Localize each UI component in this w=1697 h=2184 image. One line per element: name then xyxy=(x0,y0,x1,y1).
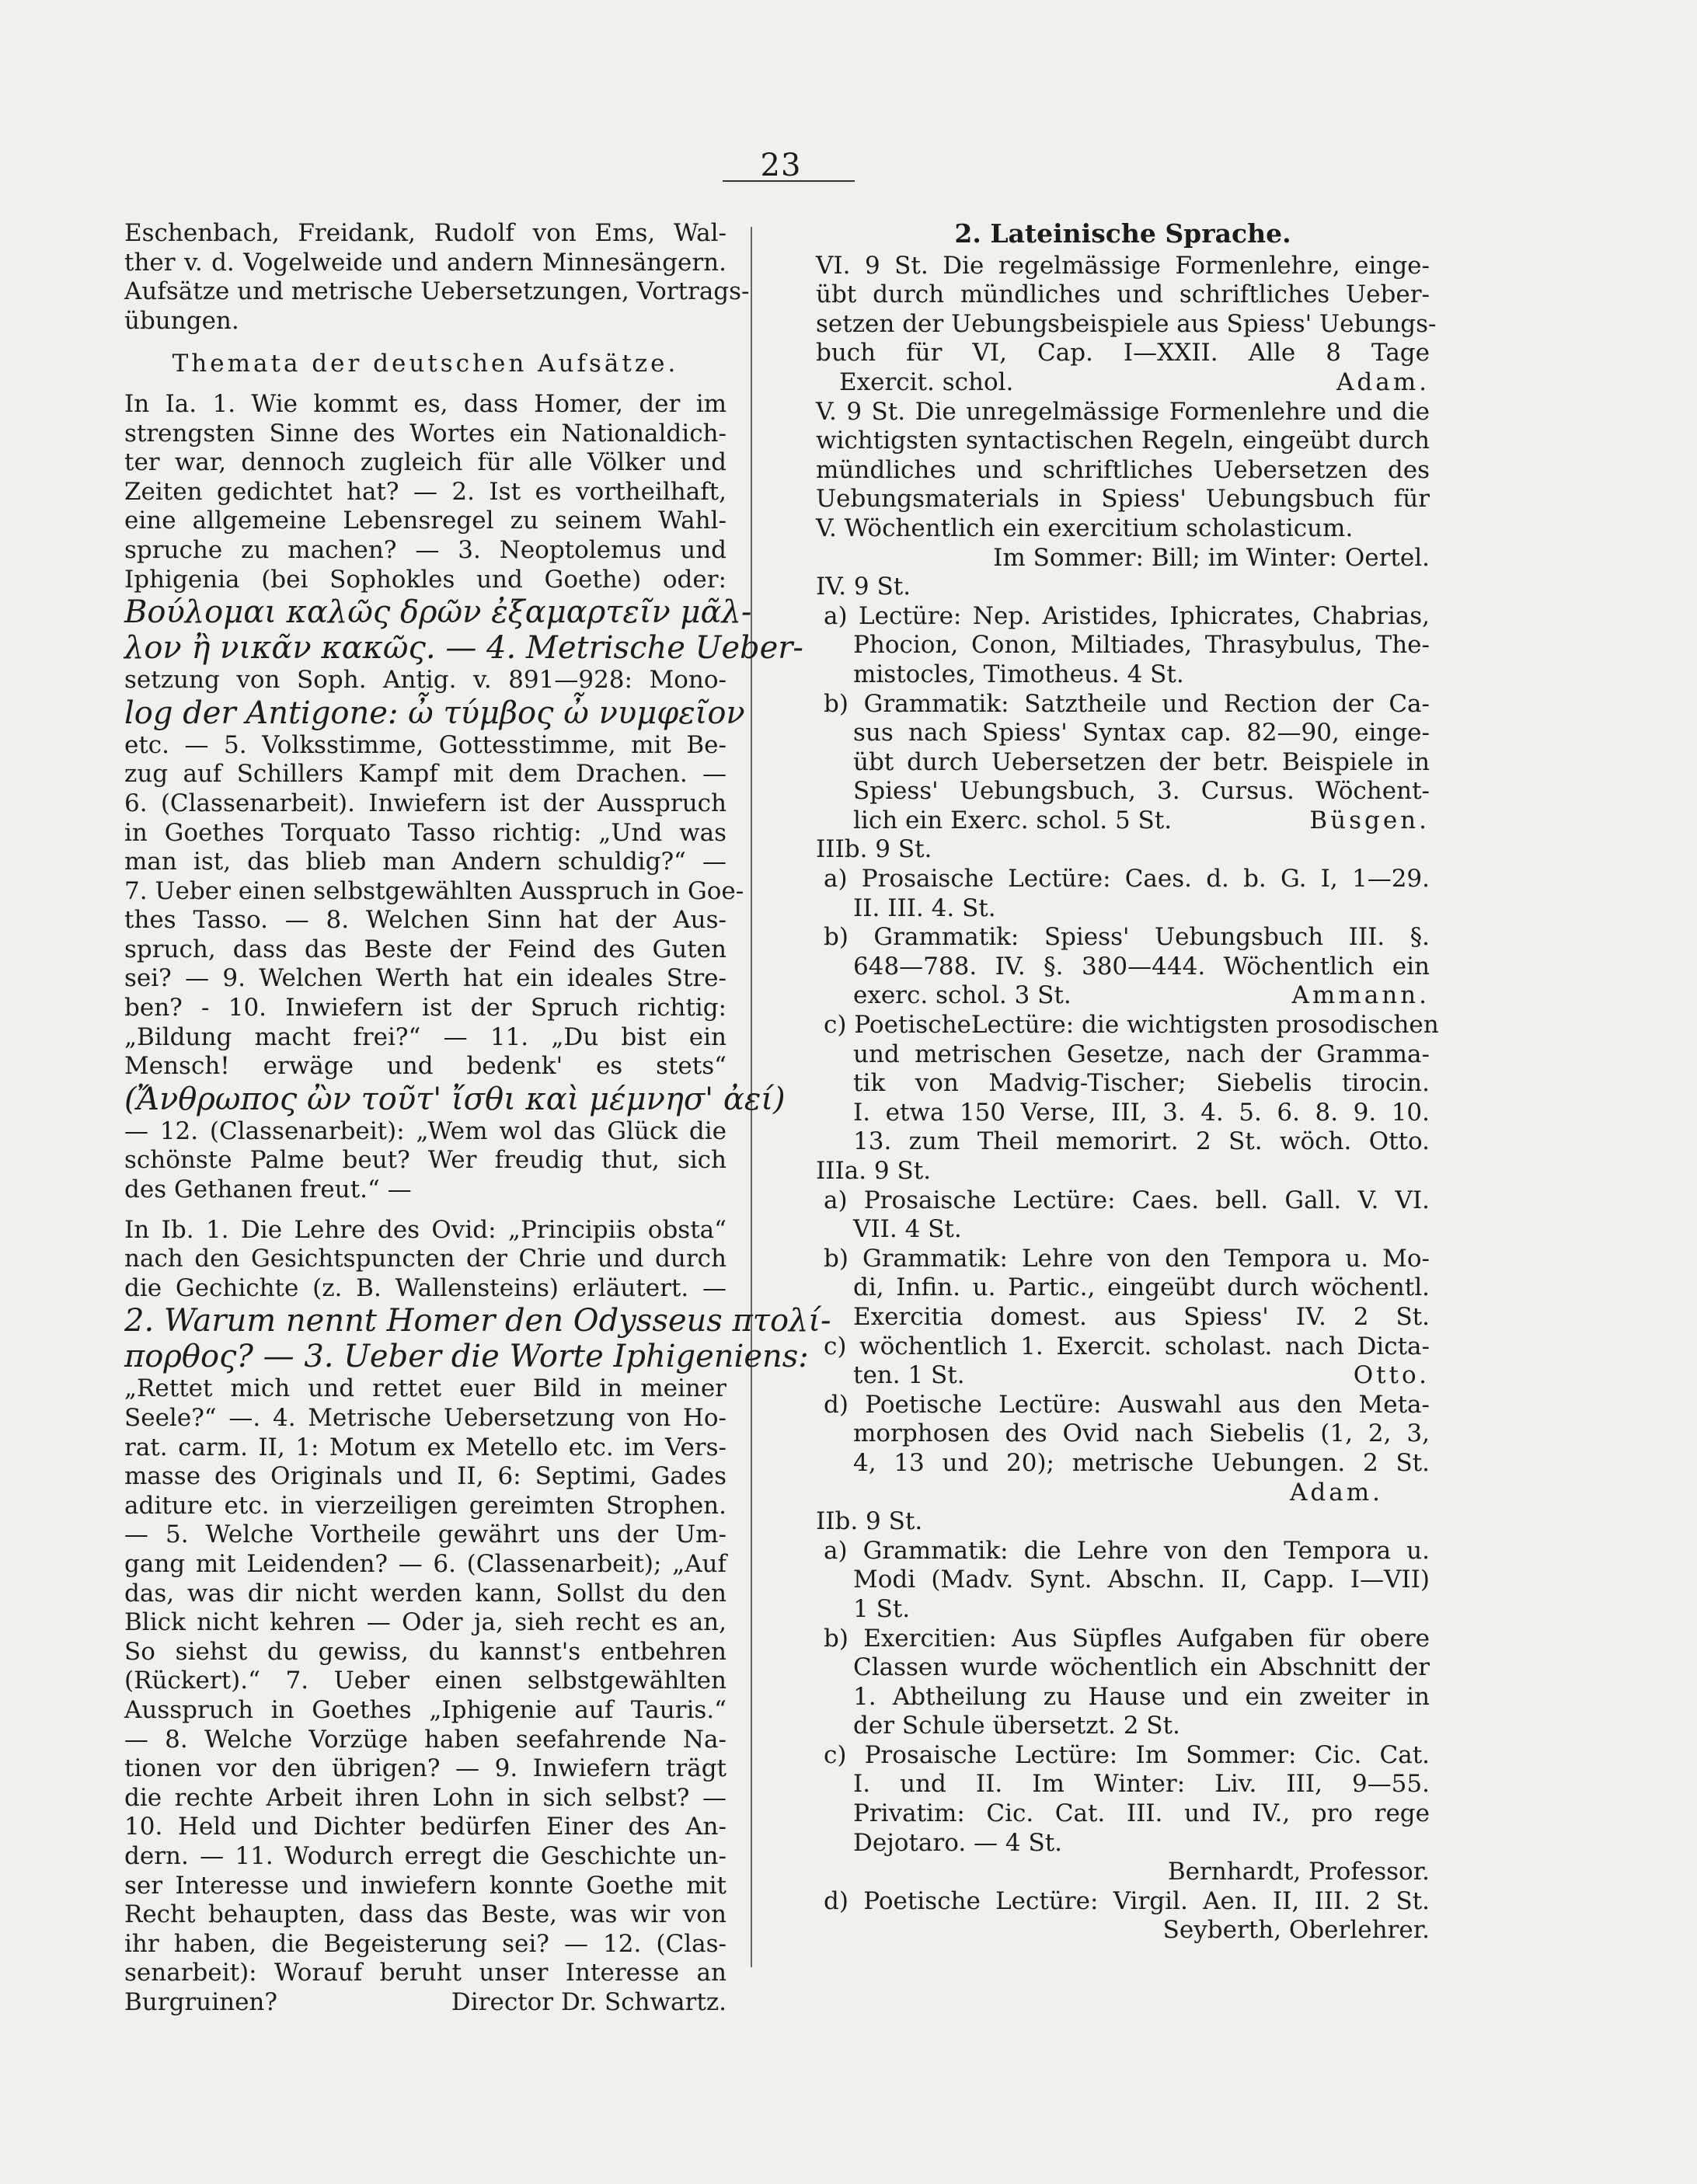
text-line: λον ἢ νικᾶν κακῶς. — 4. Metrische Ueber- xyxy=(124,630,803,667)
class-iiib-b-last xyxy=(816,981,1430,1011)
class-v-teacher: Im Sommer: Bill; im Winter: Oertel. xyxy=(993,543,1430,572)
text-line: buch für VI, Cap. I—XXII. Alle 8 Tage xyxy=(816,339,1430,367)
text-line: 648—788. IV. §. 380—444. Wöchentlich ein xyxy=(853,952,1430,981)
text-line: Blick nicht kehren — Oder ja, sieh recht es an, xyxy=(124,1608,727,1637)
class-vi-teacher: Adam. xyxy=(1336,367,1430,396)
text-line: Privatim: Cic. Cat. III. und IV., pro rege xyxy=(853,1799,1430,1828)
class-iv-b xyxy=(816,690,1430,806)
text-line: in Goethes Torquato Tasso richtig: „Und was xyxy=(124,818,727,847)
text-line: morphosen des Ovid nach Siebelis (1, 2, 3, xyxy=(853,1419,1430,1448)
text-line: mündliches und schriftliches Uebersetzen des xyxy=(816,455,1430,484)
text-line: Ausspruch in Goethes „Iphigenie auf Tauris.“ xyxy=(124,1695,727,1724)
text-line: schönste Palme beut? Wer freudig thut, sich xyxy=(124,1146,727,1175)
text-line: 2. Warum nennt Homer den Odysseus πτολί- xyxy=(124,1303,831,1339)
class-iiib-b-last-text: exerc. schol. 3 St. xyxy=(853,981,1072,1010)
text-line: Recht behaupten, dass das Beste, was wir von xyxy=(124,1900,727,1929)
text-line: übt durch mündliches und schriftliches Ueber- xyxy=(816,280,1430,309)
class-iiia-a xyxy=(816,1186,1430,1245)
text-line: Iphigenia (bei Sophokles und Goethe) oder: xyxy=(124,565,727,594)
class-iib-b xyxy=(816,1625,1430,1741)
class-iiia-head: IIIa. 9 St. xyxy=(816,1157,932,1185)
text-line: b) Grammatik: Spiess' Uebungsbuch III. §. xyxy=(824,923,1430,952)
class-vi-last xyxy=(816,368,1430,398)
text-line: In Ia. 1. Wie kommt es, dass Homer, der im xyxy=(124,389,727,418)
class-iiib-b-teacher: Ammann. xyxy=(1291,981,1430,1010)
class-iib-c xyxy=(816,1741,1430,1858)
class-iv-head: IV. 9 St. xyxy=(816,573,911,601)
page-number-rule xyxy=(723,180,855,182)
text-line: übt durch Uebersetzen der betr. Beispiele in xyxy=(853,747,1430,776)
text-line: dern. — 11. Wodurch erregt die Geschichte un- xyxy=(124,1841,727,1870)
text-line: b) Grammatik: Satztheile und Rection der Ca- xyxy=(824,689,1430,718)
text-line: Modi (Madv. Synt. Abschn. II, Capp. I—VII) xyxy=(853,1566,1430,1594)
themata-ia xyxy=(124,389,803,1205)
themata-ib xyxy=(124,1215,831,1988)
text-line: — 8. Welche Vorzüge haben seefahrende Na- xyxy=(124,1725,727,1754)
text-line: zug auf Schillers Kampf mit dem Drachen. — xyxy=(124,760,727,789)
text-line: (Ἄνθρωπος ὢν τοῦτ' ἴσθι καὶ μέμνησ' ἀεί) xyxy=(124,1081,786,1117)
class-vi-last-text: Exercit. schol. xyxy=(839,367,1014,396)
class-iv-a xyxy=(816,602,1430,690)
class-iv-b-last xyxy=(816,806,1430,836)
text-line: I. und II. Im Winter: Liv. III, 9—55. xyxy=(853,1770,1430,1799)
text-line: aditure etc. in vierzeiligen gereimten Strophen. xyxy=(124,1491,727,1520)
text-line: II. III. 4. St. xyxy=(853,893,996,922)
text-line: übungen. xyxy=(124,306,239,335)
class-iib-d-teacher: Seyberth, Oberlehrer. xyxy=(1162,1916,1430,1945)
text-line: b) Grammatik: Lehre von den Tempora u. Mo- xyxy=(824,1244,1430,1273)
section-heading: 2. Lateinische Sprache. xyxy=(954,218,1291,249)
text-line: 4, 13 und 20); metrische Uebungen. 2 St. xyxy=(853,1448,1430,1477)
text-line: a) Grammatik: die Lehre von den Tempora u. xyxy=(824,1536,1430,1565)
text-line: spruche zu machen? — 3. Neoptolemus und xyxy=(124,535,727,564)
text-line: und metrischen Gesetze, nach der Gramma- xyxy=(853,1040,1430,1068)
text-line: „Bildung macht frei?“ — 11. „Du bist ein xyxy=(124,1022,727,1051)
text-line: b) Exercitien: Aus Süpfles Aufgaben für obere xyxy=(824,1624,1430,1653)
text-line: 7. Ueber einen selbstgewählten Ausspruch in Goe- xyxy=(124,876,744,905)
class-iiia-d xyxy=(816,1391,1430,1479)
class-iiia-teacher: Adam. xyxy=(1290,1478,1383,1507)
text-line: sei? — 9. Welchen Werth hat ein ideales Stre- xyxy=(124,964,727,993)
class-iiib-c xyxy=(816,1011,1439,1157)
text-line: d) Poetische Lectüre: Auswahl aus den Meta- xyxy=(824,1390,1430,1419)
text-line: der Schule übersetzt. 2 St. xyxy=(853,1712,1180,1740)
class-iiia-c xyxy=(816,1332,1430,1362)
text-line: I. etwa 150 Verse, III, 3. 4. 5. 6. 8. 9. 10. xyxy=(853,1098,1430,1127)
text-line: c) Prosaische Lectüre: Im Sommer: Cic. Cat. xyxy=(824,1740,1430,1769)
text-line: Zeiten gedichtet hat? — 2. Ist es vortheilhaft, xyxy=(124,477,727,506)
text-line: Uebungsmaterials in Spiess' Uebungsbuch für xyxy=(816,485,1430,514)
text-line: Classen wurde wöchentlich ein Abschnitt der xyxy=(853,1653,1430,1682)
text-line: senarbeit): Worauf beruht unser Interesse an xyxy=(124,1959,727,1987)
text-line: die rechte Arbeit ihren Lohn in sich selbst? — xyxy=(124,1783,727,1812)
class-iib-d xyxy=(816,1887,1430,1917)
text-line: das, was dir nicht werden kann, Sollst du den xyxy=(124,1579,727,1608)
page-number: 23 xyxy=(760,148,802,183)
text-line: Phocion, Conon, Miltiades, Thrasybulus, The- xyxy=(853,631,1430,660)
text-line: Eschenbach, Freidank, Rudolf von Ems, Wal- xyxy=(124,219,727,247)
class-iiia-c-last-text: ten. 1 St. xyxy=(853,1361,965,1390)
last-line: Burgruinen? xyxy=(124,1987,278,2016)
text-line: Βούλομαι καλῶς δρῶν ἐξαμαρτεῖν μᾶλ- xyxy=(124,594,752,631)
class-iiib-b xyxy=(816,923,1430,981)
text-line: 6. (Classenarbeit). Inwiefern ist der Ausspruch xyxy=(124,789,727,817)
text-line: a) Prosaische Lectüre: Caes. d. b. G. I, 1—29. xyxy=(824,865,1430,893)
themata-heading: Themata der deutschen Aufsätze. xyxy=(172,350,679,378)
class-iib-c-teacher: Bernhardt, Professor. xyxy=(1167,1858,1430,1886)
text-line: Mensch! erwäge und bedenk' es stets“ xyxy=(124,1052,727,1081)
text-line: die Gechichte (z. B. Wallensteins) erläutert. — xyxy=(124,1273,727,1302)
text-line: rat. carm. II, 1: Motum ex Metello etc. im Vers- xyxy=(124,1433,727,1461)
text-line: wichtigsten syntactischen Regeln, eingeübt durch xyxy=(816,427,1430,455)
text-line: Aufsätze und metrische Uebersetzungen, Vortrags- xyxy=(124,277,750,306)
text-line: 10. Held und Dichter bedürfen Einer des An- xyxy=(124,1813,727,1841)
text-line: Dejotaro. — 4 St. xyxy=(853,1828,1063,1857)
director-signature: Director Dr. Schwartz. xyxy=(451,1987,727,2016)
text-line: setzen der Uebungsbeispiele aus Spiess' Uebungs- xyxy=(816,309,1437,338)
text-line: VI. 9 St. Die regelmässige Formenlehre, einge- xyxy=(816,251,1430,280)
class-iiia-c-teacher: Otto. xyxy=(1353,1361,1430,1390)
text-line: Spiess' Uebungsbuch, 3. Cursus. Wöchent- xyxy=(853,777,1430,806)
text-line: tik von Madvig-Tischer; Siebelis tirocin. xyxy=(853,1069,1430,1098)
text-line: nach den Gesichtspuncten der Chrie und durch xyxy=(124,1245,727,1273)
text-line: sus nach Spiess' Syntax cap. 82—90, einge- xyxy=(853,719,1430,747)
text-line: 1. Abtheilung zu Hause und ein zweiter in xyxy=(853,1682,1430,1711)
text-line: In Ib. 1. Die Lehre des Ovid: „Principiis obsta“ xyxy=(124,1215,727,1244)
text-line: eine allgemeine Lebensregel zu seinem Wahl- xyxy=(124,507,727,535)
text-line: ihr haben, die Begeisterung sei? — 12. (Clas- xyxy=(124,1929,727,1958)
text-line: ben? - 10. Inwiefern ist der Spruch richtig: xyxy=(124,994,727,1022)
text-line: 1 St. xyxy=(853,1594,911,1623)
right-column xyxy=(816,218,1439,1945)
class-iv-teacher: Büsgen. xyxy=(1309,806,1430,834)
text-line: V. 9 St. Die unregelmässige Formenlehre und die xyxy=(816,397,1430,426)
text-line: VII. 4 St. xyxy=(853,1215,962,1244)
class-vi xyxy=(816,251,1437,368)
text-line: (Rückert).“ 7. Ueber einen selbstgewählten xyxy=(124,1667,727,1695)
text-line: des Gethanen freut.“ — xyxy=(124,1176,412,1204)
class-iv-b-last-text: lich ein Exerc. schol. 5 St. xyxy=(853,806,1173,834)
class-v xyxy=(816,398,1430,544)
text-line: etc. — 5. Volksstimme, Gottesstimme, mit Be- xyxy=(124,730,727,759)
text-line: ser Interesse und inwiefern konnte Goethe mit xyxy=(124,1871,727,1900)
text-line: ter war, dennoch zugleich für alle Völker und xyxy=(124,448,727,477)
class-iiib-a xyxy=(816,865,1430,923)
class-iiia-c-last xyxy=(816,1361,1430,1391)
left-column xyxy=(124,219,831,2017)
text-line: c) PoetischeLectüre: die wichtigsten prosodischen xyxy=(824,1011,1439,1040)
text-line: d) Poetische Lectüre: Virgil. Aen. II, III. 2 St. xyxy=(824,1886,1430,1915)
class-iiia-b xyxy=(816,1245,1430,1332)
class-iib-a xyxy=(816,1537,1430,1625)
signature-line xyxy=(124,1988,727,2018)
text-line: Seele?“ —. 4. Metrische Uebersetzung von Ho- xyxy=(124,1404,727,1432)
text-line: mistocles, Timotheus. 4 St. xyxy=(853,660,1184,688)
text-line: thes Tasso. — 8. Welchen Sinn hat der Aus- xyxy=(124,906,727,935)
text-line: strengsten Sinne des Wortes ein Nationaldich- xyxy=(124,419,727,448)
text-line: a) Prosaische Lectüre: Caes. bell. Gall. V. VI. xyxy=(824,1186,1430,1214)
text-line: tionen vor den übrigen? — 9. Inwiefern trägt xyxy=(124,1754,727,1783)
text-line: So siehst du gewiss, du kannst's entbehren xyxy=(124,1637,727,1666)
text-line: „Rettet mich und rettet euer Bild in meiner xyxy=(124,1374,727,1403)
text-line: man ist, das blieb man Andern schuldig?“ — xyxy=(124,848,727,876)
text-line: a) Lectüre: Nep. Aristides, Iphicrates, Chabrias, xyxy=(824,601,1430,630)
text-line: c) wöchentlich 1. Exercit. scholast. nach Dicta- xyxy=(824,1332,1430,1360)
class-iiib-head: IIIb. 9 St. xyxy=(816,835,932,864)
class-iib-head: IIb. 9 St. xyxy=(816,1507,923,1536)
text-line: 13. zum Theil memorirt. 2 St. wöch. Otto. xyxy=(853,1127,1430,1156)
text-line: πορθος? — 3. Ueber die Worte Iphigeniens: xyxy=(124,1339,809,1375)
text-line: di, Infin. u. Partic., eingeübt durch wöchentl. xyxy=(853,1273,1430,1302)
text-line: gang mit Leidenden? — 6. (Classenarbeit); „Auf xyxy=(124,1549,727,1578)
text-line: V. Wöchentlich ein exercitium scholasticum. xyxy=(816,514,1354,542)
text-line: setzung von Soph. Antig. v. 891—928: Mono- xyxy=(124,666,727,695)
text-line: log der Antigone: ὦ τύμβος ὦ νυμφεῖον xyxy=(124,695,745,731)
text-line: Exercitia domest. aus Spiess' IV. 2 St. xyxy=(853,1302,1430,1331)
text-line: masse des Originals und II, 6: Septimi, Gades xyxy=(124,1462,727,1491)
text-line: — 5. Welche Vortheile gewährt uns der Um- xyxy=(124,1520,727,1549)
text-line: ther v. d. Vogelweide und andern Minnesängern. xyxy=(124,248,727,277)
intro-paragraph xyxy=(124,219,750,336)
text-line: — 12. (Classenarbeit): „Wem wol das Glück die xyxy=(124,1116,727,1145)
text-line: spruch, dass das Beste der Feind des Guten xyxy=(124,935,727,963)
